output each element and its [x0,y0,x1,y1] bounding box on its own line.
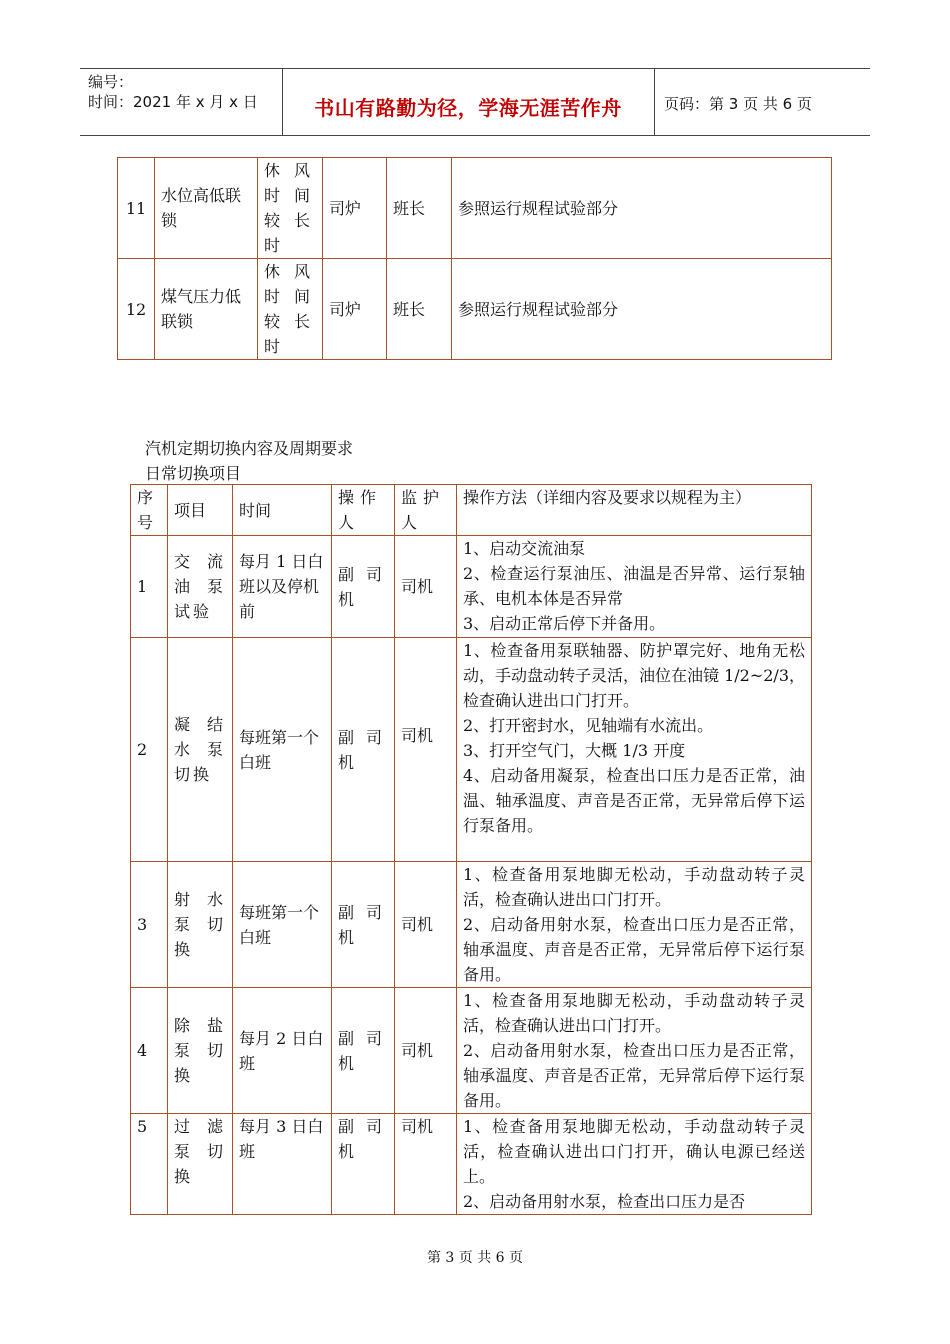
header-number-label: 编号： [88,73,134,91]
method-line: 2、启动备用射水泵，检查出口压力是否正常，轴承温度、声音是否正常，无异常后停下运行泵备用。 [463,915,805,984]
cell-method [457,988,812,1114]
cell-no: 5 [131,1114,168,1215]
cell-no: 11 [118,158,155,259]
method-line: 2、检查运行泵油压、油温是否异常、运行泵轴承、电机本体是否异常 [463,564,805,608]
cell-time: 每月 3 日白班 [233,1114,332,1215]
header-page-label: 页码：第 3 页 共 6 页 [664,95,812,113]
header-time-label: 时间：2021 年 x 月 x 日 [88,93,258,111]
table-row [131,988,812,1114]
cell-item: 过滤泵切换 [168,1114,233,1215]
cell-item: 水位高低联锁 [155,158,258,259]
table-row [131,1114,812,1215]
cell-supervisor: 班长 [387,259,452,360]
cell-method [457,638,812,862]
cell-supervisor: 班长 [387,158,452,259]
method-line: 1、检查备用泵地脚无松动，手动盘动转子灵活，检查确认进出口门打开，确认电源已经送上。 [463,1117,805,1186]
method-line: 2、启动备用射水泵，检查出口压力是否正常，轴承温度、声音是否正常，无异常后停下运行泵备用。 [463,1041,805,1110]
cell-no: 3 [131,862,168,988]
table-row [118,259,832,360]
header-method: 操作方法（详细内容及要求以规程为主） [457,485,812,536]
method-line: 1、检查备用泵联轴器、防护罩完好、地角无松动，手动盘动转子灵活，油位在油镜 1/2~2/3，检查确认进出口门打开。 [463,641,805,710]
cell-item: 凝结水泵切换 [168,638,233,862]
cell-operator: 司炉 [323,158,387,259]
header-bottom-rule [80,135,870,136]
cell-operator: 副司机 [332,1114,395,1215]
cell-no: 2 [131,638,168,862]
table-interlock [117,157,832,360]
header-meta [88,72,258,112]
cell-method [457,536,812,638]
cell-item: 煤气压力低联锁 [155,259,258,360]
method-line: 1、启动交流油泵 [463,539,586,558]
cell-method [457,1114,812,1215]
method-line: 2、打开密封水，见轴端有水流出。 [463,716,714,735]
cell-time: 每月 1 日白班以及停机前 [233,536,332,638]
cell-item: 交流油泵试验 [168,536,233,638]
cell-item: 除盐泵切换 [168,988,233,1114]
header-time: 时间 [233,485,332,536]
cell-supervisor: 司机 [395,638,457,862]
header-top-rule [80,68,870,69]
method-line: 4、启动备用凝泵，检查出口压力是否正常，油温、轴承温度、声音是否正常，无异常后停下运行泵备用。 [463,766,805,835]
cell-supervisor: 司机 [395,862,457,988]
cell-method: 参照运行规程试验部分 [452,259,832,360]
header-divider-right [654,68,655,135]
cell-supervisor: 司机 [395,536,457,638]
header-supervisor: 监护人 [395,485,457,536]
cell-operator: 副司机 [332,536,395,638]
cell-time: 每班第一个白班 [233,862,332,988]
cell-no: 12 [118,259,155,360]
cell-no: 4 [131,988,168,1114]
header-operator: 操作人 [332,485,395,536]
cell-no: 1 [131,536,168,638]
header-item: 项目 [168,485,233,536]
table-header-row [131,485,812,536]
subsection-title: 日常切换项目 [145,464,242,483]
table-row [131,638,812,862]
cell-item: 射水泵切换 [168,862,233,988]
cell-operator: 副司机 [332,638,395,862]
cell-method [457,862,812,988]
table-row [131,536,812,638]
method-line: 3、打开空气门，大概 1/3 开度 [463,741,686,760]
cell-method: 参照运行规程试验部分 [452,158,832,259]
cell-operator: 司炉 [323,259,387,360]
cell-operator: 副司机 [332,862,395,988]
table-daily-switching [130,484,812,1215]
cell-time: 休风时间较长时 [258,259,323,360]
method-line: 1、检查备用泵地脚无松动，手动盘动转子灵活，检查确认进出口门打开。 [463,865,805,909]
cell-time: 每月 2 日白班 [233,988,332,1114]
cell-time: 休风时间较长时 [258,158,323,259]
section-title: 汽机定期切换内容及周期要求 [145,439,354,458]
method-line: 1、检查备用泵地脚无松动，手动盘动转子灵活，检查确认进出口门打开。 [463,991,805,1035]
page-footer: 第 3 页 共 6 页 [426,1250,524,1266]
table-row [118,158,832,259]
cell-operator: 副司机 [332,988,395,1114]
method-line: 2、启动备用射水泵，检查出口压力是否 [463,1192,746,1211]
header-motto: 书山有路勤为径，学海无涯苦作舟 [314,96,622,120]
method-line: 3、启动正常后停下并备用。 [463,614,666,633]
header-no: 序号 [131,485,168,536]
cell-supervisor: 司机 [395,988,457,1114]
cell-supervisor: 司机 [395,1114,457,1215]
cell-time: 每班第一个白班 [233,638,332,862]
table-row [131,862,812,988]
